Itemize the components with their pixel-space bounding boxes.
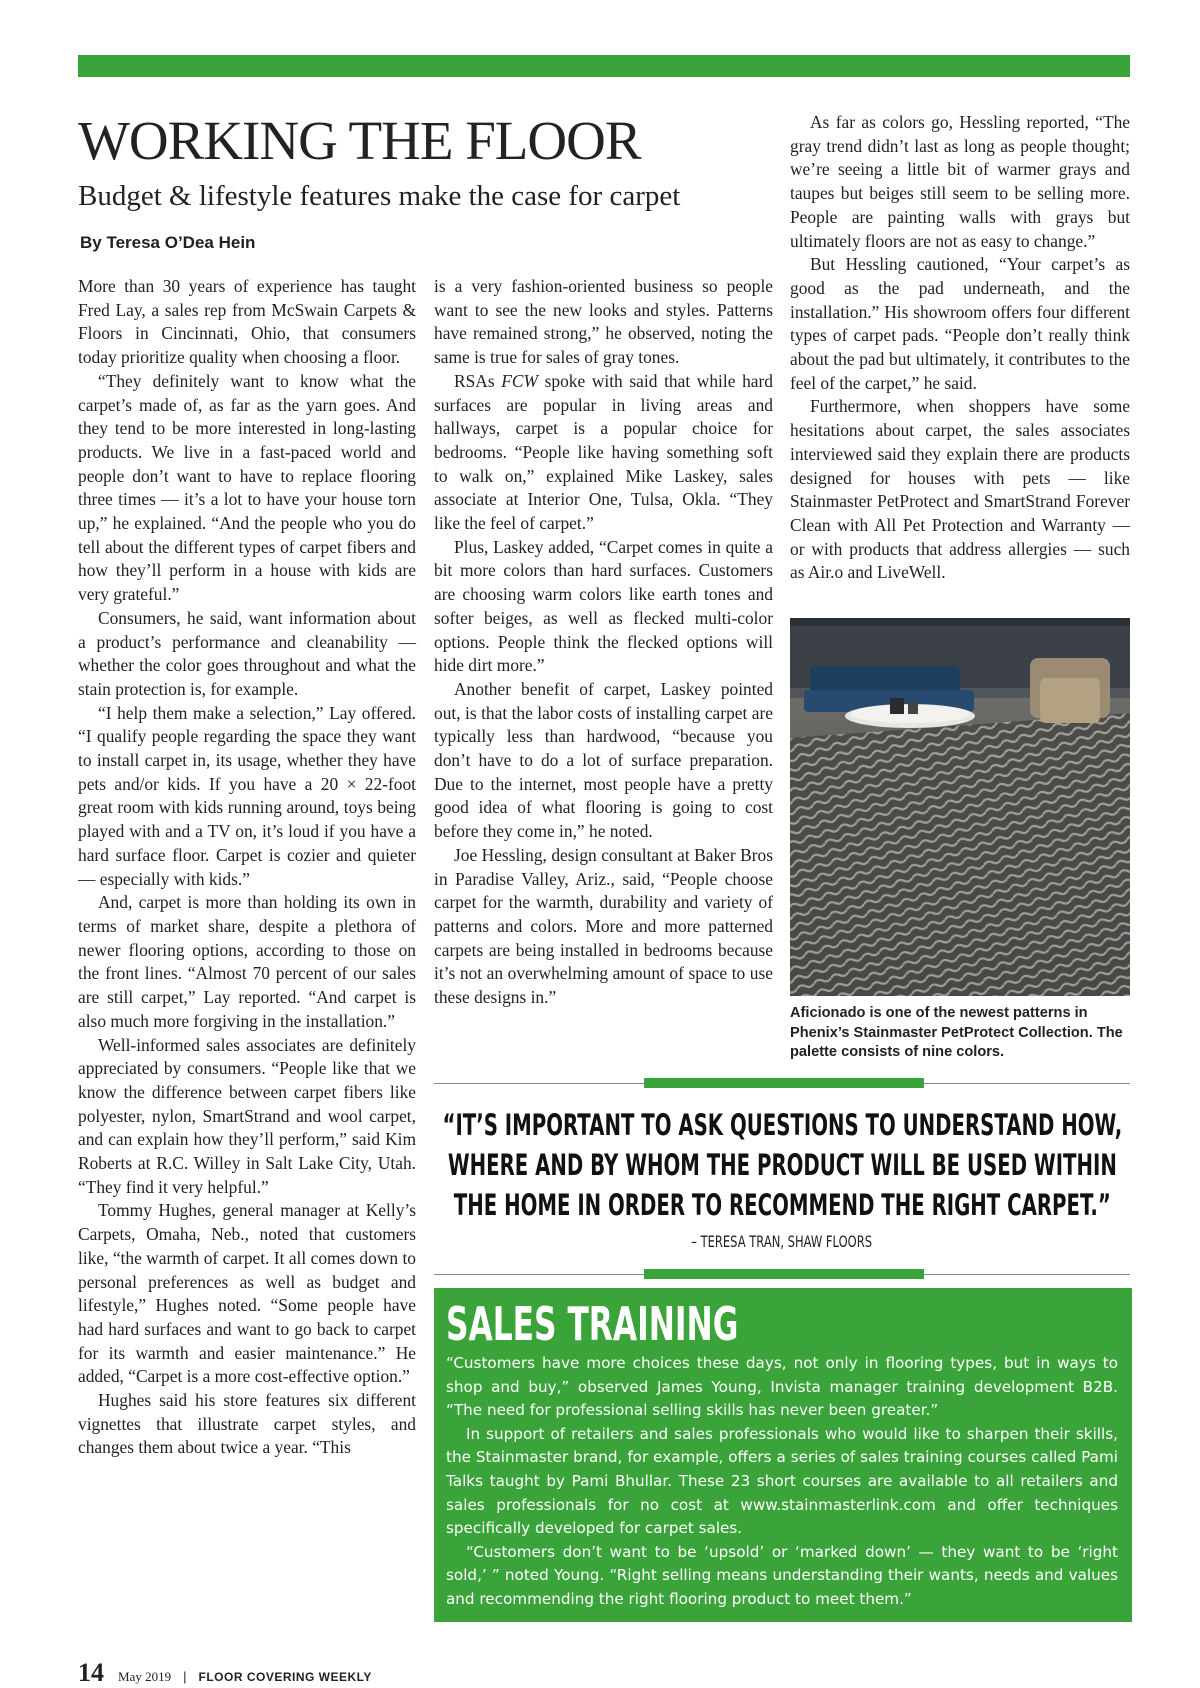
article-column-3 <box>790 111 1130 585</box>
pull-quote-text: “IT’S IMPORTANT TO ASK QUESTIONS TO UNDERSTAND HOW, WHERE AND BY WHOM THE PRODUCT WILL BE USED WITHIN THE HOME IN ORDER TO RECOMMEND THE RIGHT CARPET.” <box>442 1108 1123 1222</box>
publication-name: FLOOR COVERING WEEKLY <box>198 1670 372 1684</box>
sales-training-sidebar <box>434 1288 1132 1622</box>
publication-abbrev: FCW <box>501 370 538 391</box>
attribution-text: – TERESA TRAN, SHAW FLOORS <box>691 1232 873 1251</box>
pull-quote-attribution <box>434 1232 1130 1251</box>
carpet-room-photo <box>790 618 1130 996</box>
top-accent-bar <box>78 55 1130 77</box>
sidebar-heading: SALES TRAINING <box>446 1297 739 1351</box>
paragraph: Tommy Hughes, general manager at Kelly’s Carpets, Omaha, Neb., noted that customers like, “the warmth of carpet. It all comes down to personal preferences as well as budget and lifestyle,” Hughes noted. “Some people have had hard surfaces and want to go back to carpet for its warmth and easier maintenance.” He added, “Carpet is a more cost-effective option.” <box>78 1200 416 1387</box>
paragraph: is a very fashion-oriented business so people want to see the new looks and styles. Patterns have remained strong,” he observed, noting the same is true for sales of gray tones. <box>434 276 773 368</box>
sidebar-body <box>446 1352 1118 1612</box>
pullquote-bottom-accent <box>644 1269 924 1279</box>
sidebar-paragraph: “Customers don’t want to be ‘upsold’ or ‘marked down’ — they want to be ‘right sold,’ ” noted Young. “Right selling means understanding their wants, needs and values and recommending the right flooring product to meet them.” <box>446 1542 1118 1608</box>
page-number: 14 <box>78 1658 104 1687</box>
paragraph <box>434 370 773 536</box>
paragraph: As far as colors go, Hessling reported, “The gray trend didn’t last as long as people thought; we’re seeing a little bit of warmer grays and taupes but beiges still seem to be selling more. People are painting walls with grays but ultimately floors are not as easy to change.” <box>790 112 1130 251</box>
paragraph: Another benefit of carpet, Laskey pointed out, is that the labor costs of installing carpet are typically less than hardwood, “because you don’t have to do a lot of surface preparation. Due to the internet, most people have a pretty good idea of what flooring is going to cost before they come in,” he noted. <box>434 678 773 842</box>
paragraph: Hughes said his store features six different vignettes that illustrate carpet styles, and changes them about twice a year. “This <box>78 1390 416 1458</box>
sidebar-paragraph: In support of retailers and sales professionals who would like to sharpen their skills, the Stainmaster brand, for example, offers a series of sales training courses called Pami Talks taught by Pami Bhullar. These 23 short courses are available to all retailers and sales professionals for no cost at www.stainmasterlink.com and offer techniques specifically developed for carpet sales. <box>446 1424 1118 1538</box>
paragraph-text: RSAs <box>454 370 502 391</box>
paragraph: “I help them make a selection,” Lay offered. “I qualify people regarding the space they want to install carpet in, its usage, whether they have pets and/or kids. If you have a 20 × 22-foot great room with kids running around, toys being played with and a TV on, it’s loud if you have a hard surface floor. Carpet is cozier and quieter — especially with kids.” <box>78 702 416 889</box>
paragraph: But Hessling cautioned, “Your carpet’s as good as the pad underneath, and the installation.” His showroom offers four different types of carpet pads. “People don’t really think about the pad but ultimately, it contributes to the feel of the carpet,” he said. <box>790 254 1130 393</box>
paragraph: Joe Hessling, design consultant at Baker Bros in Paradise Valley, Ariz., said, “People choose carpet for the warmth, durability and variety of patterns and colors. More and more patterned carpets are being installed in bedrooms because it’s not an overwhelming amount of space to use these designs in.” <box>434 844 773 1008</box>
paragraph-text: spoke with said that while hard surfaces are popular in living areas and hallways, carpet is a popular choice for bedrooms. “People like having something soft to walk on,” explained Mike Laskey, sales associate at Interior One, Tulsa, Okla. “They like the feel of carpet.” <box>434 370 773 534</box>
photo-caption: Aficionado is one of the newest patterns in Phenix’s Stainmaster PetProtect Collection. The palette consists of nine colors. <box>790 1005 1123 1060</box>
pull-quote <box>442 1105 1123 1225</box>
paragraph: And, carpet is more than holding its own in terms of market share, despite a plethora of newer flooring options, according to those on the front lines. “Almost 70 percent of our sales are still carpet,” Lay reported. “And carpet is also much more forgiving in the installation.” <box>78 892 416 1031</box>
article-subtitle: Budget & lifestyle features make the case for carpet <box>78 180 681 212</box>
sidebar-paragraph: “Customers have more choices these days, not only in flooring types, but in ways to shop and buy,” observed James Young, Invista manager training development B2B. “The need for professional selling skills has never been greater.” <box>446 1354 1118 1420</box>
paragraph: Plus, Laskey added, “Carpet comes in quite a bit more colors than hard surfaces. Customers are choosing warm colors like earth tones and softer beiges, as well as flecked multi-color options. People think the flecked options will hide dirt more.” <box>434 536 773 676</box>
article-title: WORKING THE FLOOR <box>78 110 641 171</box>
paragraph: Furthermore, when shoppers have some hesitations about carpet, the sales associates interviewed said they explain there are products designed for houses with pets — like Stainmaster PetProtect and SmartStrand Forever Clean with All Pet Protection and Warranty — or with products that address allergies — such as Air.o and LiveWell. <box>790 396 1130 583</box>
article-column-1 <box>78 275 416 1460</box>
pullquote-top-accent <box>644 1078 924 1088</box>
paragraph: More than 30 years of experience has taught Fred Lay, a sales rep from McSwain Carpets & Floors in Cincinnati, Ohio, that consumers today prioritize quality when choosing a floor. <box>78 276 416 368</box>
paragraph: Consumers, he said, want information about a product’s performance and cleanability — whether the color goes throughout and what the stain protection is, for example. <box>78 607 416 699</box>
paragraph: Well-informed sales associates are definitely appreciated by consumers. “People like that we know the difference between carpet fibers like polyester, nylon, SmartStrand and wool carpet, and can explain how they’ll perform,” said Kim Roberts at R.C. Willey in Salt Lake City, Utah. “They find it very helpful.” <box>78 1034 416 1197</box>
footer-separator: | <box>183 1669 187 1684</box>
article-column-2 <box>434 275 773 1010</box>
issue-date: May 2019 <box>118 1669 172 1684</box>
byline: By Teresa O’Dea Hein <box>80 233 256 252</box>
paragraph: “They definitely want to know what the carpet’s made of, as far as the yarn goes. And they tend to be more interested in long-lasting products. We live in a fast-paced world and people don’t want to have to replace flooring three times — it’s a lot to have your house torn up,” he explained. “And the people who you do tell about the different types of carpet fibers and how they’ll perform in a house with kids are very grateful.” <box>78 370 416 605</box>
